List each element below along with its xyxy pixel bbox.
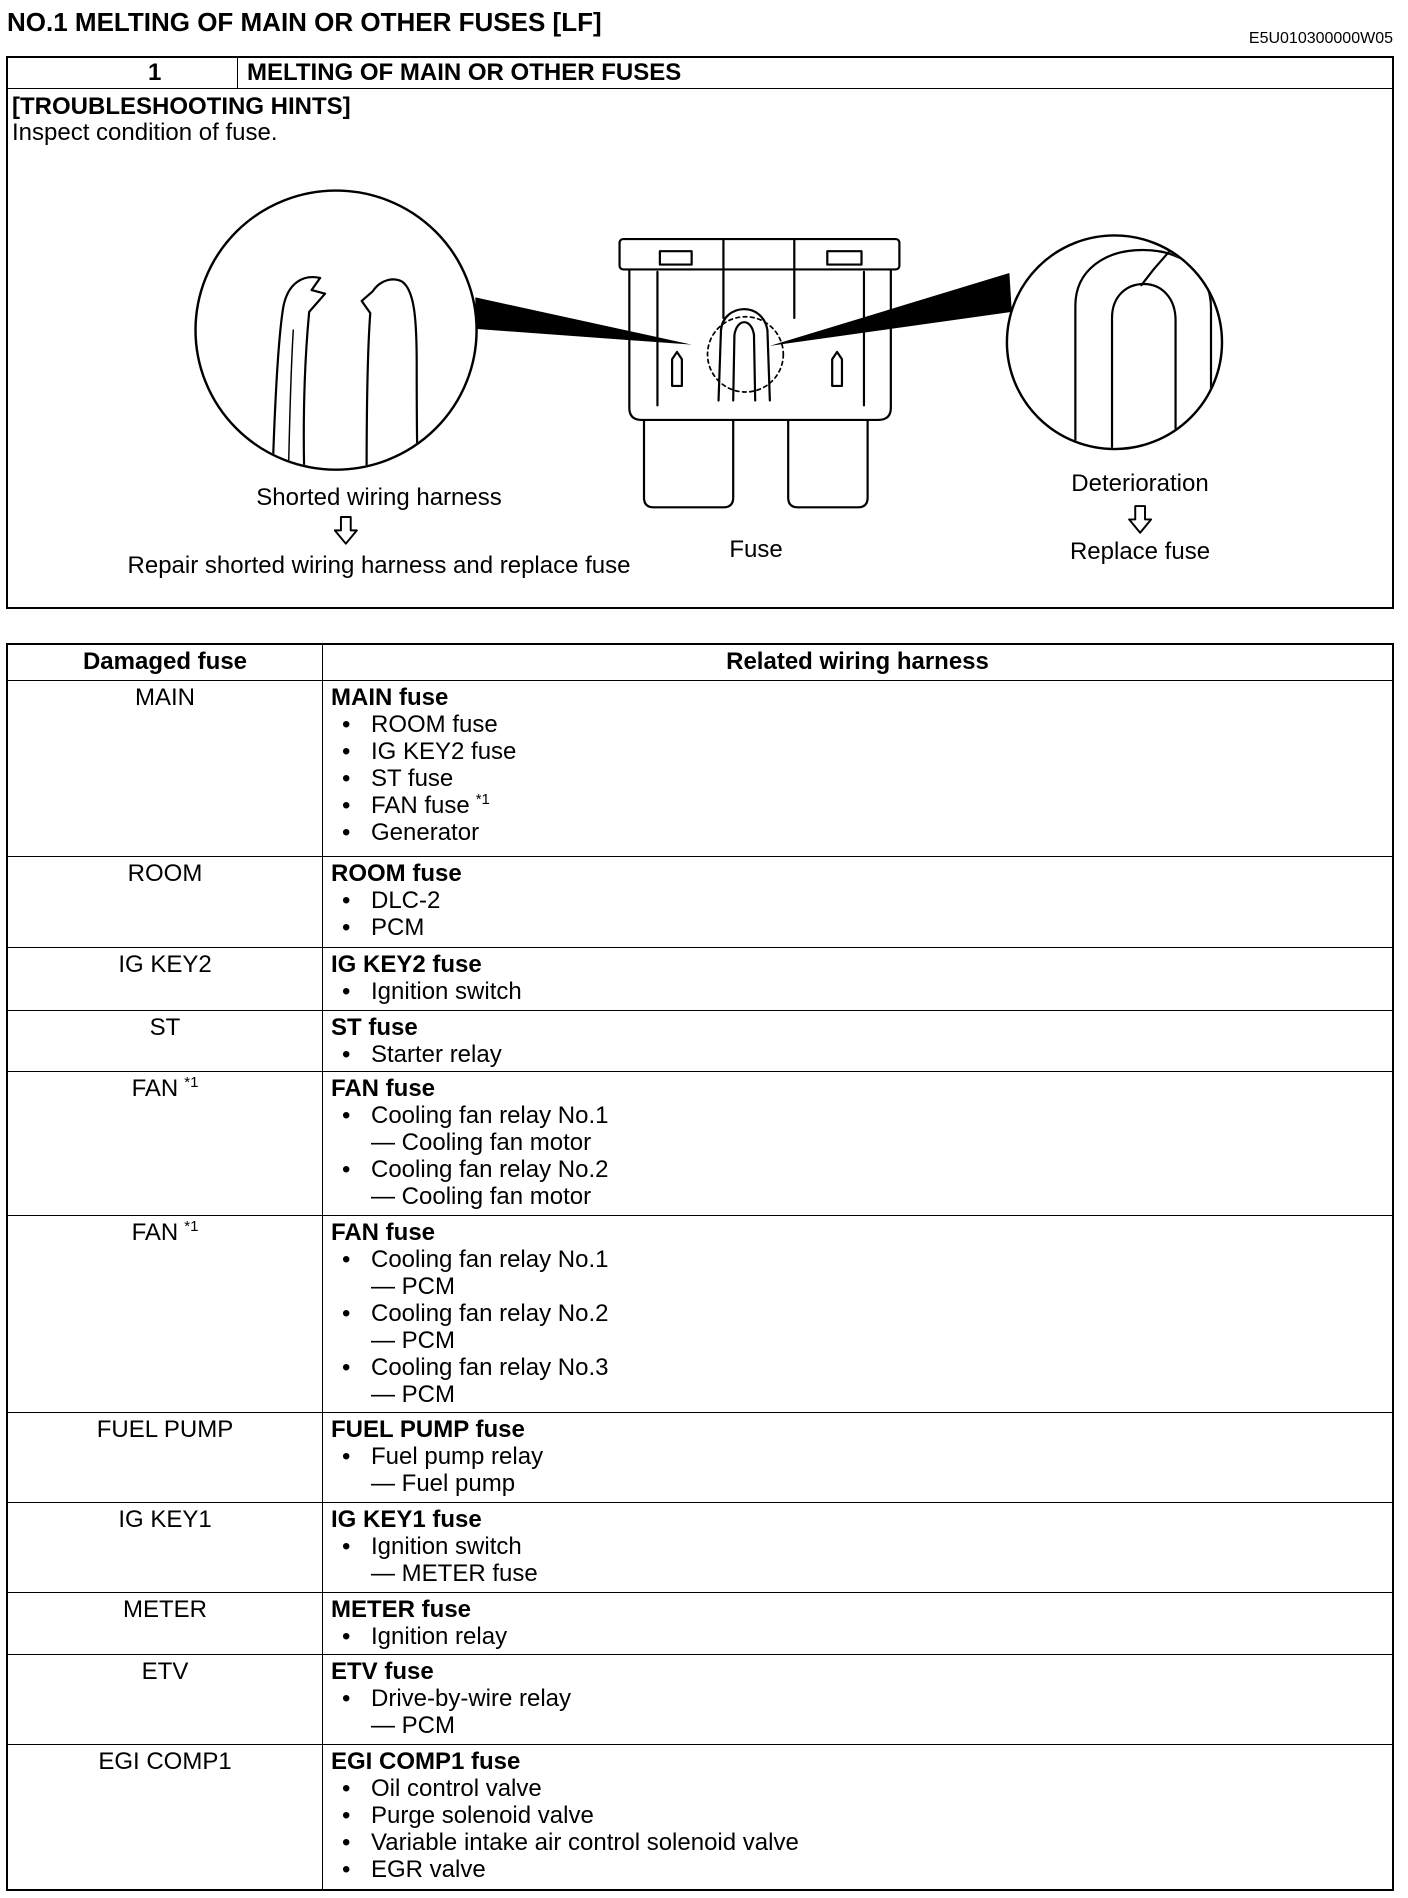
- table-row: [8, 1592, 1392, 1654]
- list-item: [331, 1300, 1392, 1327]
- related-harness-cell: [323, 857, 1392, 947]
- column-header-related-harness: Related wiring harness: [726, 648, 989, 675]
- related-harness-cell: [323, 1413, 1392, 1502]
- fuse-label: Fuse: [729, 536, 783, 563]
- harness-fuse-title: FAN fuse: [331, 1219, 436, 1246]
- harness-fuse-title: ROOM fuse: [331, 860, 462, 887]
- table-row: [8, 856, 1392, 947]
- list-item: [331, 1443, 1392, 1470]
- document-code: E5U010300000W05: [1248, 30, 1393, 47]
- list-item: [331, 792, 1392, 819]
- table-row: [8, 1412, 1392, 1502]
- damaged-fuse-cell: [8, 1745, 323, 1889]
- damaged-fuse-name: ST: [149, 1014, 181, 1041]
- related-harness-cell: [323, 1503, 1392, 1592]
- list-item: [331, 738, 1392, 765]
- replace-fuse-action: Replace fuse: [1069, 538, 1211, 565]
- harness-fuse-title: IG KEY2 fuse: [331, 951, 482, 978]
- list-item: [331, 819, 1392, 846]
- list-item: [331, 1856, 1392, 1883]
- table-row: [8, 1502, 1392, 1592]
- sub-item: — PCM: [371, 1273, 455, 1300]
- list-item-text: Purge solenoid valve: [371, 1802, 594, 1829]
- list-item-text: ROOM fuse: [371, 711, 498, 738]
- damaged-fuse-name: FAN: [131, 1075, 179, 1102]
- harness-fuse-title: METER fuse: [331, 1596, 472, 1623]
- list-item: [331, 1829, 1392, 1856]
- damaged-fuse-cell: [8, 1216, 323, 1412]
- hints-heading: [TROUBLESHOOTING HINTS]: [12, 93, 351, 120]
- damaged-fuse-cell: [8, 1503, 323, 1592]
- list-item: [331, 1623, 1392, 1650]
- list-item: [331, 978, 1392, 1005]
- sub-item: — PCM: [371, 1327, 455, 1354]
- list-item-text: PCM: [371, 914, 425, 941]
- damaged-fuse-name: FAN: [131, 1219, 179, 1246]
- table-row: [8, 1744, 1392, 1889]
- damaged-fuse-cell: [8, 681, 323, 856]
- list-item: [331, 887, 1392, 914]
- sub-item: — Fuel pump: [371, 1470, 516, 1497]
- table-body: [8, 680, 1392, 1889]
- damaged-fuse-name: IG KEY1: [118, 1506, 212, 1533]
- shorted-wiring-action: Repair shorted wiring harness and replace fuse: [127, 552, 631, 579]
- list-item-text: Cooling fan relay No.2: [371, 1300, 609, 1327]
- list-item-text: Cooling fan relay No.3: [371, 1354, 609, 1381]
- related-harness-cell: [323, 1072, 1392, 1215]
- table-row: [8, 1010, 1392, 1071]
- list-item-text: Cooling fan relay No.2: [371, 1156, 609, 1183]
- damaged-fuse-name: ROOM: [127, 860, 203, 887]
- harness-fuse-title: EGI COMP1 fuse: [331, 1748, 521, 1775]
- damaged-fuse-name: MAIN: [135, 684, 195, 711]
- list-item-text: Generator: [371, 819, 480, 846]
- related-harness-cell: [323, 1745, 1392, 1889]
- table-row: [8, 1071, 1392, 1215]
- sub-item: — PCM: [371, 1712, 455, 1739]
- fuse-illustration: [620, 239, 900, 507]
- list-item: [331, 1685, 1392, 1712]
- damaged-fuse-name: METER: [123, 1596, 207, 1623]
- list-item: [331, 765, 1392, 792]
- related-harness-cell: [323, 1593, 1392, 1654]
- down-arrow-icon: [335, 517, 357, 544]
- list-item-text: IG KEY2 fuse: [371, 738, 517, 765]
- sub-item: — PCM: [371, 1381, 455, 1408]
- list-item-text: Drive-by-wire relay: [371, 1685, 572, 1712]
- harness-fuse-title: FAN fuse: [331, 1075, 436, 1102]
- sub-item: — Cooling fan motor: [371, 1129, 592, 1156]
- list-item: [331, 1102, 1392, 1129]
- list-item: [331, 1041, 1392, 1068]
- footnote-marker: *1: [475, 791, 490, 808]
- table-row: [8, 680, 1392, 856]
- damaged-fuse-cell: [8, 857, 323, 947]
- list-item: [331, 1354, 1392, 1381]
- footnote-marker: *1: [184, 1074, 199, 1091]
- list-item-text: FAN fuse: [371, 792, 470, 819]
- list-item-text: Oil control valve: [371, 1775, 542, 1802]
- fuse-harness-table: [6, 643, 1394, 1891]
- list-item-text: ST fuse: [371, 765, 454, 792]
- table-header-row: [8, 645, 1392, 680]
- related-harness-cell: [323, 1011, 1392, 1071]
- deteriorated-fuse-magnified-view: [1007, 235, 1222, 455]
- shorted-wiring-label: Shorted wiring harness: [256, 484, 502, 511]
- list-item-text: Variable intake air control solenoid valve: [371, 1829, 799, 1856]
- list-item: [331, 1156, 1392, 1183]
- list-item-text: Ignition relay: [371, 1623, 508, 1650]
- damaged-fuse-name: IG KEY2: [118, 951, 212, 978]
- down-arrow-icon: [1129, 506, 1151, 533]
- damaged-fuse-cell: [8, 1413, 323, 1502]
- damaged-fuse-name: ETV: [141, 1658, 189, 1685]
- section-number: 1: [8, 58, 238, 88]
- harness-fuse-title: MAIN fuse: [331, 684, 449, 711]
- related-harness-cell: [323, 1216, 1392, 1412]
- hints-text: Inspect condition of fuse.: [12, 119, 278, 146]
- damaged-fuse-cell: [8, 1655, 323, 1744]
- list-item: [331, 914, 1392, 941]
- damaged-fuse-cell: [8, 1593, 323, 1654]
- list-item-text: Cooling fan relay No.1: [371, 1102, 609, 1129]
- list-item-text: Cooling fan relay No.1: [371, 1246, 609, 1273]
- list-item-text: Starter relay: [371, 1041, 502, 1068]
- related-harness-cell: [323, 1655, 1392, 1744]
- table-row: [8, 947, 1392, 1010]
- list-item: [331, 711, 1392, 738]
- harness-fuse-title: IG KEY1 fuse: [331, 1506, 482, 1533]
- list-item: [331, 1802, 1392, 1829]
- list-item-text: EGR valve: [371, 1856, 486, 1883]
- list-item-text: Fuel pump relay: [371, 1443, 544, 1470]
- table-row: [8, 1654, 1392, 1744]
- table-row: [8, 1215, 1392, 1412]
- fuse-inspection-diagram: [0, 0, 1408, 620]
- damaged-fuse-name: EGI COMP1: [98, 1748, 232, 1775]
- damaged-fuse-name: FUEL PUMP: [96, 1416, 234, 1443]
- list-item: [331, 1246, 1392, 1273]
- section-title: MELTING OF MAIN OR OTHER FUSES: [247, 59, 682, 86]
- harness-fuse-title: ETV fuse: [331, 1658, 434, 1685]
- damaged-fuse-cell: [8, 1011, 323, 1071]
- sub-item: — METER fuse: [371, 1560, 538, 1587]
- footnote-marker: *1: [184, 1218, 199, 1235]
- column-header-damaged-fuse: Damaged fuse: [8, 645, 323, 680]
- shorted-fuse-magnified-view: [196, 191, 477, 476]
- related-harness-cell: [323, 948, 1392, 1010]
- damaged-fuse-cell: [8, 1072, 323, 1215]
- related-harness-cell: [323, 681, 1392, 856]
- sub-item: — Cooling fan motor: [371, 1183, 592, 1210]
- list-item-text: Ignition switch: [371, 978, 522, 1005]
- list-item: [331, 1775, 1392, 1802]
- harness-fuse-title: ST fuse: [331, 1014, 418, 1041]
- harness-fuse-title: FUEL PUMP fuse: [331, 1416, 525, 1443]
- list-item: [331, 1533, 1392, 1560]
- list-item-text: DLC-2: [371, 887, 441, 914]
- damaged-fuse-cell: [8, 948, 323, 1010]
- list-item-text: Ignition switch: [371, 1533, 522, 1560]
- page-title: NO.1 MELTING OF MAIN OR OTHER FUSES [LF]: [7, 7, 602, 37]
- deterioration-label: Deterioration: [1071, 470, 1209, 497]
